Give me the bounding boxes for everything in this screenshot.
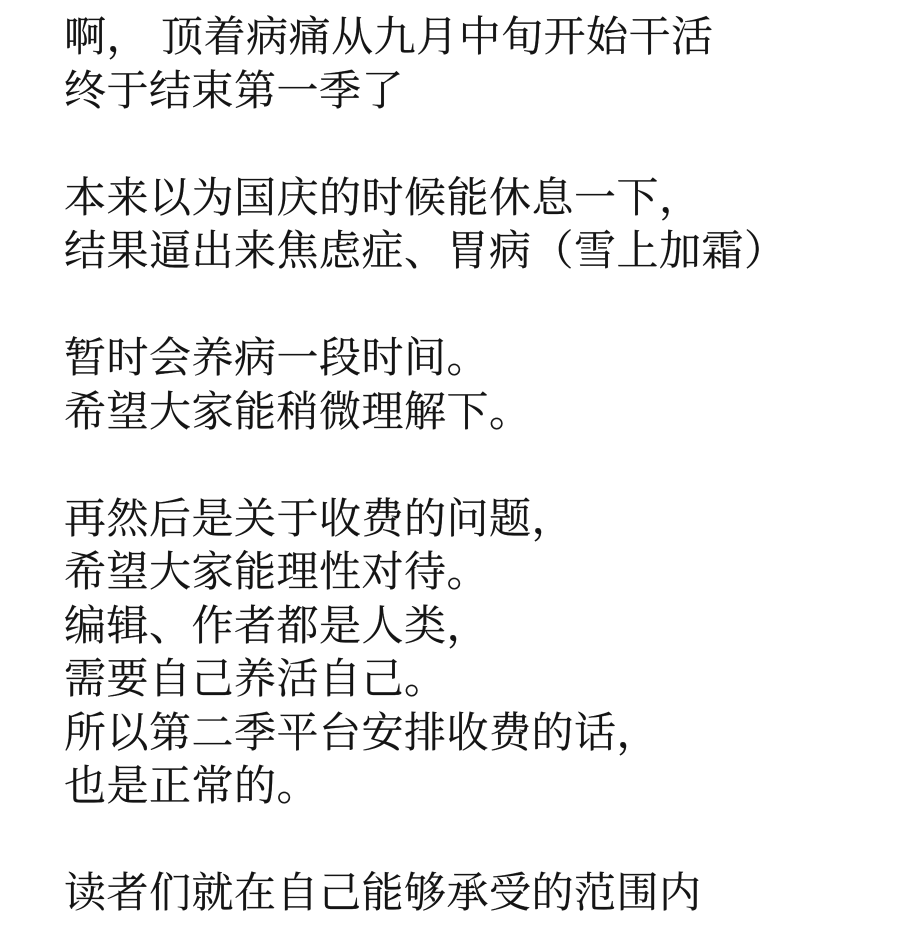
text-line: 需要自己养活自己。 bbox=[64, 655, 447, 702]
text-line: 结果逼出来焦虑症、胃病（雪上加霜） bbox=[64, 227, 787, 274]
text-line: 所以第二季平台安排收费的话， bbox=[64, 708, 660, 756]
paragraph-intro bbox=[64, 10, 870, 117]
paragraph-readers bbox=[64, 866, 870, 920]
text-line: 终于结束第一季了 bbox=[64, 66, 405, 114]
text-line: 也是正常的。 bbox=[64, 762, 320, 809]
paragraph-payment bbox=[64, 492, 870, 813]
text-line: 啊， 顶着病痛从九月中旬开始干活 bbox=[64, 13, 714, 60]
text-line: 再然后是关于收费的问题， bbox=[64, 494, 575, 542]
paragraph-holiday bbox=[64, 171, 870, 278]
paragraph-rest bbox=[64, 331, 870, 438]
text-line: 希望大家能理性对待。 bbox=[64, 548, 490, 595]
text-line: 本来以为国庆的时候能休息一下， bbox=[64, 173, 702, 221]
text-line: 希望大家能稍微理解下。 bbox=[64, 387, 532, 435]
text-line: 读者们就在自己能够承受的范围内 bbox=[64, 869, 702, 916]
text-line: 编辑、作者都是人类， bbox=[64, 601, 490, 649]
text-line: 暂时会养病一段时间。 bbox=[64, 334, 490, 381]
